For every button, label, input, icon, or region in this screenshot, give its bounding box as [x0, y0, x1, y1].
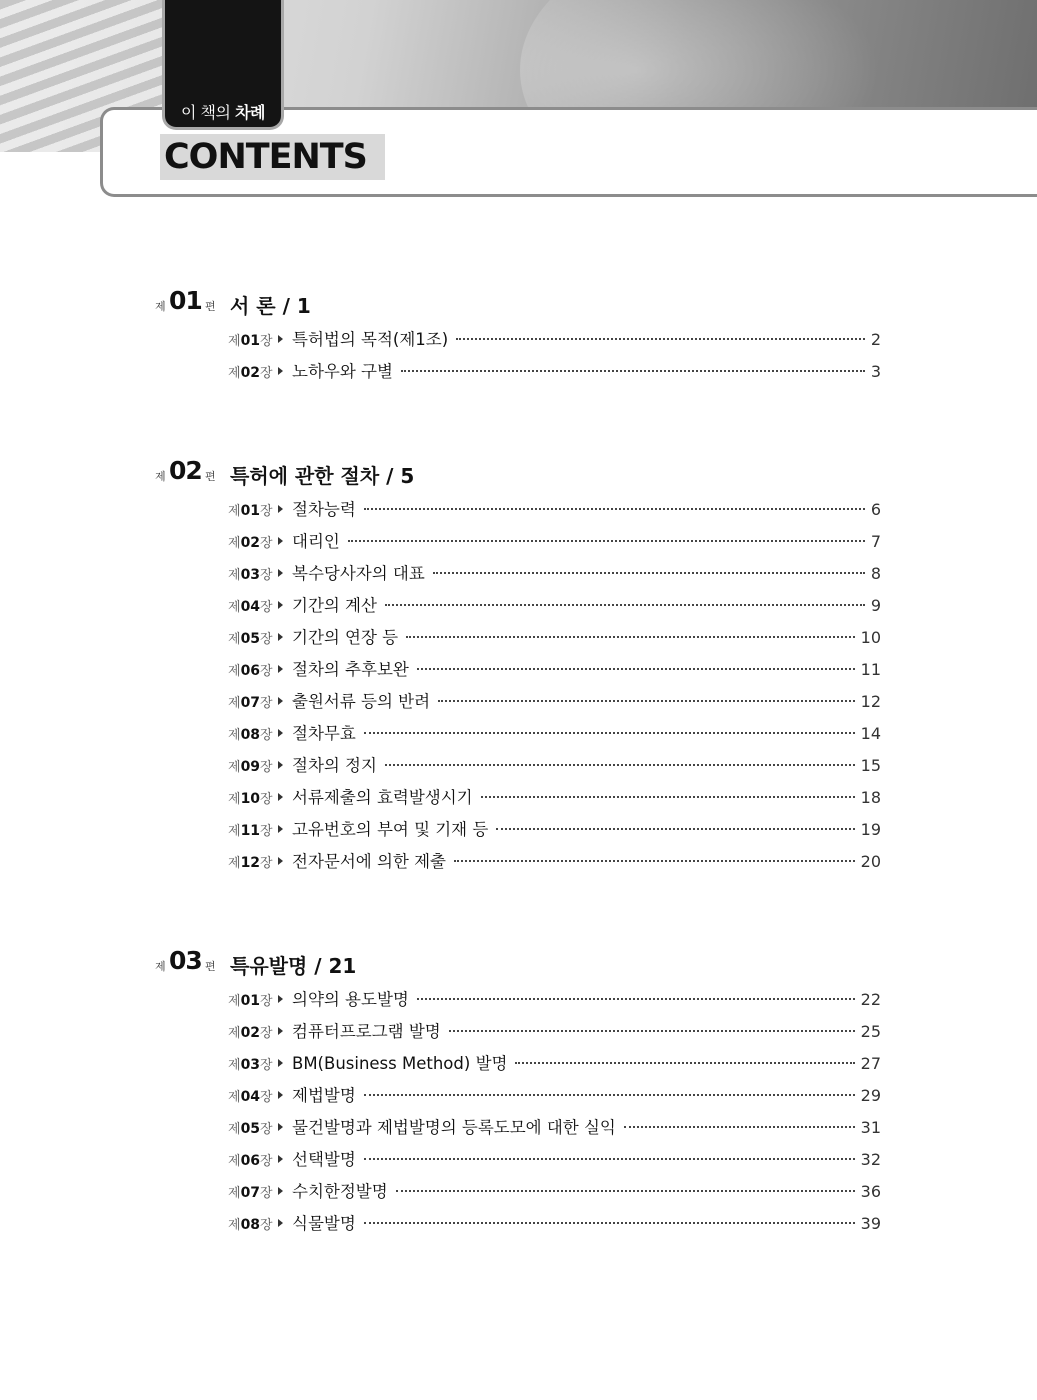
page-number: 15	[860, 756, 881, 775]
part-number: 03	[169, 946, 202, 975]
chapter-number: 02	[240, 1025, 261, 1041]
dot-leader	[496, 828, 854, 830]
tab-label	[165, 100, 281, 123]
dot-leader	[454, 860, 855, 862]
dot-leader	[401, 370, 865, 372]
triangle-right-icon	[278, 697, 283, 705]
part-title[interactable]: 서 론 / 1	[230, 294, 311, 318]
triangle-right-icon	[278, 633, 283, 641]
triangle-right-icon	[278, 569, 283, 577]
chapter-title: 절차의 정지	[292, 756, 377, 775]
page-number: 39	[860, 1214, 881, 1233]
chapter-row[interactable]	[228, 656, 881, 688]
chapter-title: 물건발명과 제법발명의 등록도모에 대한 실익	[292, 1118, 616, 1137]
chapter-label	[228, 532, 276, 551]
triangle-right-icon	[278, 1059, 283, 1067]
chapter-prefix: 제	[228, 792, 241, 807]
chapter-suffix: 장	[260, 792, 273, 807]
chapter-label	[228, 596, 276, 615]
dot-leader	[385, 764, 855, 766]
part-heading	[155, 456, 895, 494]
chapter-title: 수치한정발명	[292, 1182, 388, 1201]
dot-leader	[417, 998, 855, 1000]
page-number: 7	[870, 532, 881, 551]
chapter-row[interactable]	[228, 1050, 881, 1082]
triangle-right-icon	[278, 505, 283, 513]
chapter-row[interactable]	[228, 358, 881, 390]
chapter-row[interactable]	[228, 560, 881, 592]
chapter-number: 09	[240, 759, 261, 775]
chapter-list	[155, 326, 895, 390]
chapter-label	[228, 1150, 276, 1169]
page-number: 31	[860, 1118, 881, 1137]
page-number: 2	[870, 330, 881, 349]
chapter-row[interactable]	[228, 1178, 881, 1210]
chapter-prefix: 제	[228, 696, 241, 711]
chapter-label	[228, 1086, 276, 1105]
chapter-title: 출원서류 등의 반려	[292, 692, 431, 711]
page-number: 18	[860, 788, 881, 807]
chapter-prefix: 제	[228, 366, 241, 381]
chapter-number: 07	[240, 695, 261, 711]
dot-leader	[438, 700, 855, 702]
chapter-number: 11	[240, 823, 261, 839]
chapter-prefix: 제	[228, 568, 241, 583]
part-02	[155, 456, 895, 880]
chapter-suffix: 장	[260, 994, 273, 1009]
dot-leader	[364, 1094, 855, 1096]
dot-leader	[364, 1222, 855, 1224]
chapter-suffix: 장	[260, 664, 273, 679]
part-number: 01	[169, 286, 202, 315]
page-number: 19	[860, 820, 881, 839]
page-number: 20	[860, 852, 881, 871]
dot-leader	[406, 636, 855, 638]
chapter-row[interactable]	[228, 528, 881, 560]
chapter-prefix: 제	[228, 728, 241, 743]
chapter-number: 01	[240, 503, 261, 519]
chapter-number: 07	[240, 1185, 261, 1201]
chapter-suffix: 장	[260, 1154, 273, 1169]
part-heading	[155, 946, 895, 984]
chapter-prefix: 제	[228, 600, 241, 615]
chapter-row[interactable]	[228, 496, 881, 528]
chapter-row[interactable]	[228, 688, 881, 720]
chapter-suffix: 장	[260, 856, 273, 871]
chapter-label	[228, 756, 276, 775]
triangle-right-icon	[278, 793, 283, 801]
chapter-suffix: 장	[260, 632, 273, 647]
chapter-row[interactable]	[228, 1114, 881, 1146]
chapter-suffix: 장	[260, 334, 273, 349]
chapter-number: 06	[240, 663, 261, 679]
chapter-number: 03	[240, 567, 261, 583]
chapter-row[interactable]	[228, 986, 881, 1018]
chapter-prefix: 제	[228, 1026, 241, 1041]
chapter-title: 전자문서에 의한 제출	[292, 852, 446, 871]
triangle-right-icon	[278, 1123, 283, 1131]
chapter-label	[228, 500, 276, 519]
triangle-right-icon	[278, 761, 283, 769]
triangle-right-icon	[278, 825, 283, 833]
dot-leader	[364, 1158, 855, 1160]
chapter-number: 03	[240, 1057, 261, 1073]
page-number: 11	[860, 660, 881, 679]
page-number: 8	[870, 564, 881, 583]
chapter-number: 12	[240, 855, 261, 871]
chapter-number: 02	[240, 535, 261, 551]
chapter-number: 04	[240, 599, 261, 615]
page-number: 32	[860, 1150, 881, 1169]
triangle-right-icon	[278, 1187, 283, 1195]
chapter-label	[228, 1118, 276, 1137]
triangle-right-icon	[278, 1219, 283, 1227]
chapter-title: 절차능력	[292, 500, 356, 519]
chapter-label	[228, 362, 276, 381]
chapter-suffix: 장	[260, 696, 273, 711]
chapter-label	[228, 1182, 276, 1201]
chapter-label	[228, 330, 276, 349]
dot-leader	[515, 1062, 854, 1064]
page-number: 3	[870, 362, 881, 381]
chapter-label	[228, 724, 276, 743]
chapter-row[interactable]	[228, 592, 881, 624]
triangle-right-icon	[278, 537, 283, 545]
page-number: 9	[870, 596, 881, 615]
chapter-suffix: 장	[260, 728, 273, 743]
chapter-prefix: 제	[228, 1122, 241, 1137]
chapter-prefix: 제	[228, 994, 241, 1009]
chapter-title: 기간의 계산	[292, 596, 377, 615]
page-title: CONTENTS	[160, 134, 385, 180]
chapter-list	[155, 986, 895, 1242]
chapter-title: 절차무효	[292, 724, 356, 743]
page-number: 36	[860, 1182, 881, 1201]
chapter-title: 의약의 용도발명	[292, 990, 409, 1009]
chapter-prefix: 제	[228, 760, 241, 775]
chapter-suffix: 장	[260, 1218, 273, 1233]
chapter-number: 05	[240, 631, 261, 647]
chapter-suffix: 장	[260, 760, 273, 775]
chapter-suffix: 장	[260, 536, 273, 551]
chapter-prefix: 제	[228, 664, 241, 679]
triangle-right-icon	[278, 601, 283, 609]
chapter-row[interactable]	[228, 1018, 881, 1050]
part-title[interactable]: 특유발명 / 21	[230, 954, 357, 978]
chapter-title: 기간의 연장 등	[292, 628, 399, 647]
chapter-prefix: 제	[228, 1090, 241, 1105]
page-number: 22	[860, 990, 881, 1009]
chapter-number: 05	[240, 1121, 261, 1137]
chapter-suffix: 장	[260, 1058, 273, 1073]
chapter-row[interactable]	[228, 1146, 881, 1178]
triangle-right-icon	[278, 857, 283, 865]
chapter-suffix: 장	[260, 1090, 273, 1105]
dot-leader	[364, 732, 855, 734]
part-number: 02	[169, 456, 202, 485]
chapter-label	[228, 788, 276, 807]
triangle-right-icon	[278, 995, 283, 1003]
chapter-prefix: 제	[228, 504, 241, 519]
chapter-number: 10	[240, 791, 261, 807]
chapter-prefix: 제	[228, 1058, 241, 1073]
chapter-row[interactable]	[228, 326, 881, 358]
chapter-row[interactable]	[228, 752, 881, 784]
part-prefix: 제	[155, 470, 166, 483]
part-title[interactable]: 특허에 관한 절차 / 5	[230, 464, 415, 488]
part-prefix: 제	[155, 300, 166, 313]
chapter-title: BM(Business Method) 발명	[292, 1054, 508, 1073]
chapter-title: 고유번호의 부여 및 기재 등	[292, 820, 489, 839]
chapter-suffix: 장	[260, 366, 273, 381]
dot-leader	[396, 1190, 855, 1192]
triangle-right-icon	[278, 1091, 283, 1099]
chapter-title: 절차의 추후보완	[292, 660, 409, 679]
triangle-right-icon	[278, 1155, 283, 1163]
dot-leader	[364, 508, 865, 510]
chapter-label	[228, 1214, 276, 1233]
dot-leader	[417, 668, 855, 670]
part-01	[155, 286, 895, 390]
chapter-prefix: 제	[228, 1186, 241, 1201]
page-number: 27	[860, 1054, 881, 1073]
part-heading	[155, 286, 895, 324]
header-tab	[162, 0, 284, 130]
part-prefix: 제	[155, 960, 166, 973]
chapter-title: 특허법의 목적(제1조)	[292, 330, 449, 349]
chapter-suffix: 장	[260, 1026, 273, 1041]
chapter-prefix: 제	[228, 632, 241, 647]
chapter-label	[228, 1054, 276, 1073]
chapter-label	[228, 820, 276, 839]
dot-leader	[456, 338, 865, 340]
dot-leader	[449, 1030, 855, 1032]
chapter-row[interactable]	[228, 784, 881, 816]
part-suffix: 편	[205, 300, 216, 313]
dot-leader	[481, 796, 855, 798]
page-number: 29	[860, 1086, 881, 1105]
chapter-number: 08	[240, 1217, 261, 1233]
page-number: 25	[860, 1022, 881, 1041]
chapter-prefix: 제	[228, 1154, 241, 1169]
chapter-prefix: 제	[228, 824, 241, 839]
chapter-title: 컴퓨터프로그램 발명	[292, 1022, 441, 1041]
page-number: 14	[860, 724, 881, 743]
chapter-label	[228, 564, 276, 583]
chapter-prefix: 제	[228, 536, 241, 551]
triangle-right-icon	[278, 1027, 283, 1035]
chapter-number: 01	[240, 333, 261, 349]
chapter-suffix: 장	[260, 568, 273, 583]
triangle-right-icon	[278, 665, 283, 673]
chapter-title: 복수당사자의 대표	[292, 564, 425, 583]
chapter-suffix: 장	[260, 600, 273, 615]
chapter-label	[228, 660, 276, 679]
page-number: 6	[870, 500, 881, 519]
page-number: 12	[860, 692, 881, 711]
chapter-number: 04	[240, 1089, 261, 1105]
chapter-suffix: 장	[260, 1186, 273, 1201]
chapter-number: 02	[240, 365, 261, 381]
tab-label-prefix: 이 책의	[181, 103, 231, 122]
chapter-row[interactable]	[228, 1082, 881, 1114]
dot-leader	[624, 1126, 855, 1128]
chapter-number: 01	[240, 993, 261, 1009]
chapter-suffix: 장	[260, 824, 273, 839]
tab-label-bold: 차례	[235, 103, 265, 122]
chapter-row[interactable]	[228, 1210, 881, 1242]
chapter-title: 식물발명	[292, 1214, 356, 1233]
chapter-title: 대리인	[292, 532, 340, 551]
chapter-row[interactable]	[228, 720, 881, 752]
chapter-prefix: 제	[228, 334, 241, 349]
chapter-list	[155, 496, 895, 880]
triangle-right-icon	[278, 367, 283, 375]
triangle-right-icon	[278, 335, 283, 343]
chapter-row[interactable]	[228, 816, 881, 848]
chapter-prefix: 제	[228, 1218, 241, 1233]
chapter-prefix: 제	[228, 856, 241, 871]
dot-leader	[348, 540, 865, 542]
page-number: 10	[860, 628, 881, 647]
chapter-row[interactable]	[228, 848, 881, 880]
chapter-suffix: 장	[260, 1122, 273, 1137]
chapter-title: 노하우와 구별	[292, 362, 393, 381]
part-suffix: 편	[205, 470, 216, 483]
chapter-title: 서류제출의 효력발생시기	[292, 788, 473, 807]
part-03	[155, 946, 895, 1242]
chapter-label	[228, 628, 276, 647]
chapter-row[interactable]	[228, 624, 881, 656]
chapter-suffix: 장	[260, 504, 273, 519]
chapter-label	[228, 692, 276, 711]
chapter-number: 08	[240, 727, 261, 743]
chapter-label	[228, 990, 276, 1009]
dot-leader	[433, 572, 865, 574]
chapter-number: 06	[240, 1153, 261, 1169]
chapter-title: 선택발명	[292, 1150, 356, 1169]
chapter-title: 제법발명	[292, 1086, 356, 1105]
triangle-right-icon	[278, 729, 283, 737]
chapter-label	[228, 852, 276, 871]
part-suffix: 편	[205, 960, 216, 973]
dot-leader	[385, 604, 865, 606]
chapter-label	[228, 1022, 276, 1041]
